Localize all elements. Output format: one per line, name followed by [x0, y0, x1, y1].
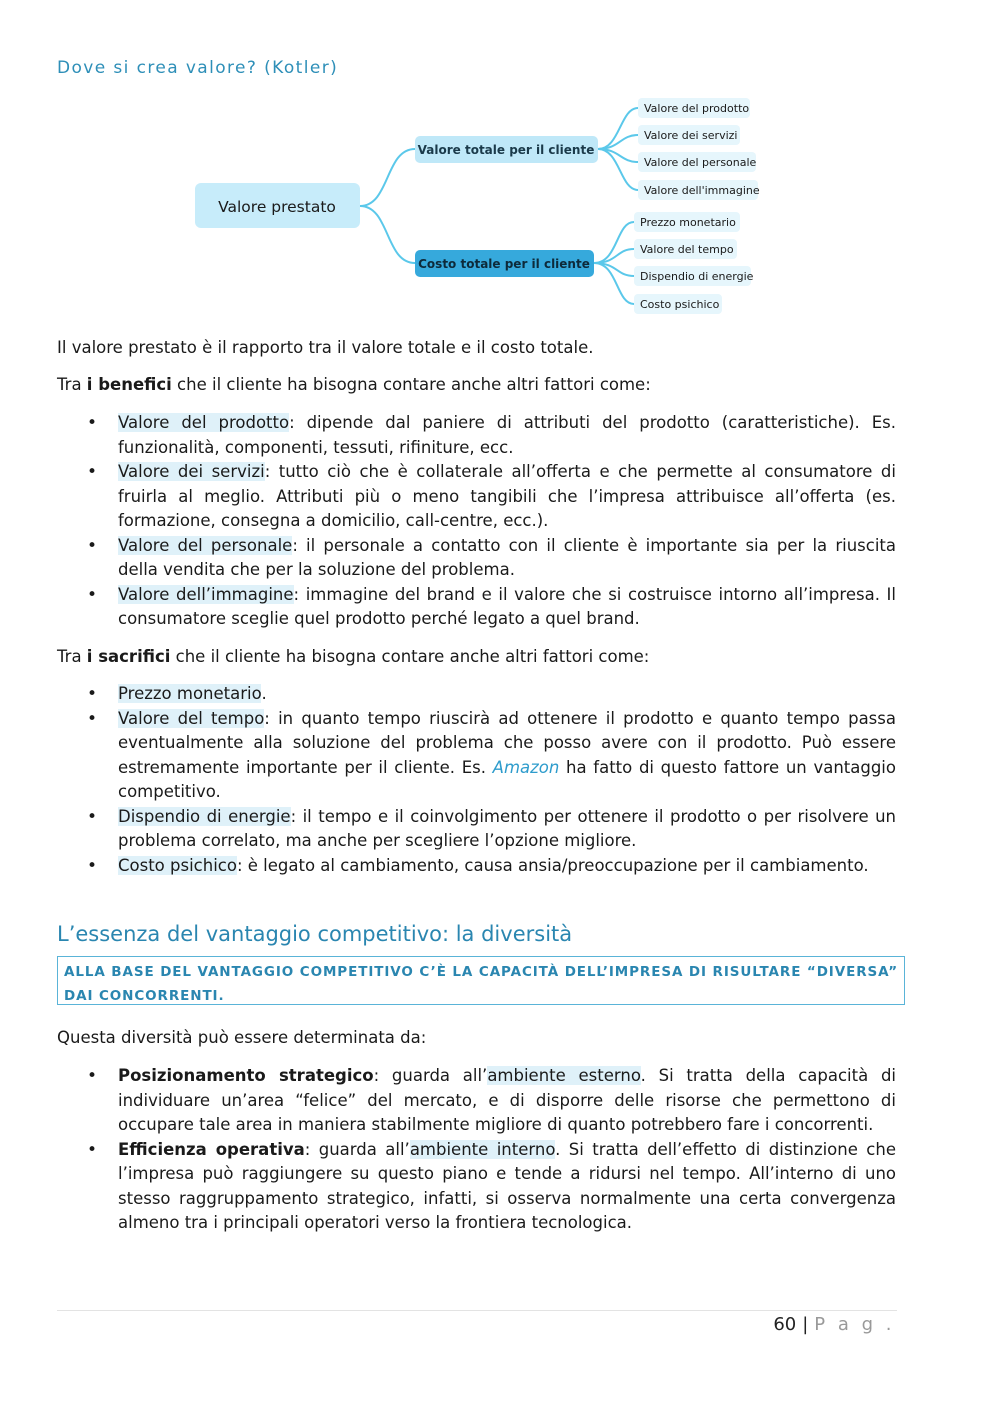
- mindmap-leaf: Valore dei servizi: [644, 129, 738, 142]
- paragraph-diversita-intro: Questa diversità può essere determinata da:: [57, 1028, 427, 1047]
- list-item-text: : immagine del brand e il valore che si costruisce intorno all’impresa. Il consumatore sceglie quel prodotto perché legato a quel brand.: [118, 584, 897, 628]
- highlight-term: Valore dell’immagine: [118, 584, 294, 604]
- bold-term: Posizionamento strategico: [118, 1066, 374, 1085]
- list-item: [0, 1064, 896, 1138]
- page-label: P a g .: [814, 1314, 895, 1335]
- mindmap-leaf: Valore del personale: [644, 156, 757, 169]
- highlight-term: Valore del prodotto: [118, 413, 290, 432]
- highlight-term: Dispendio di energie: [118, 806, 291, 826]
- list-item-text: : dipende dal paniere di attributi del prodotto (caratteristiche). Es. funzionalità, componenti, tessuti, rifiniture, ecc.: [118, 413, 896, 457]
- list-diversita: [0, 1064, 896, 1236]
- list-item: [0, 1138, 896, 1236]
- page-number: 60: [773, 1314, 797, 1335]
- list-item: [0, 583, 896, 632]
- highlight-term: ambiente interno: [409, 1139, 556, 1159]
- text-run: Tra: [57, 647, 87, 666]
- page-footer: [773, 1314, 895, 1335]
- highlight-term: Costo psichico: [118, 855, 237, 875]
- amazon-mention: Amazon: [492, 757, 560, 777]
- mindmap-root-label: Valore prestato: [218, 198, 336, 216]
- mindmap-leaf: Valore del prodotto: [644, 102, 750, 115]
- mindmap-leaf: Valore dell'immagine: [644, 184, 760, 197]
- mindmap-leaf: Costo psichico: [640, 298, 720, 311]
- mindmap-leaf: Valore del tempo: [640, 243, 734, 256]
- list-item: [0, 682, 896, 707]
- list-item-text: . Si tratta dell’effetto di distinzione che l’impresa può raggiungere su questo piano e tende a ridursi nel tempo. All’interno di uno stesso raggruppamento strategico, infatti, si osserva normalmente una certa convergenza almeno tra i principali operatori verso la frontiera tecnologica.: [118, 1139, 896, 1232]
- list-item-text: .: [261, 684, 267, 703]
- text-run: Tra: [57, 375, 87, 394]
- footer-separator: |: [802, 1314, 809, 1335]
- callout-text: ALLA BASE DEL VANTAGGIO COMPETITIVO C’È LA CAPACITÀ DELL’IMPRESA DI RISULTARE “DIVERSA” DAI CONCORRENTI.: [64, 964, 898, 1004]
- mindmap-branch-costo-totale: [415, 250, 594, 277]
- list-item-text: ha fatto di questo fattore un vantaggio competitivo.: [118, 757, 896, 801]
- text-run: che il cliente ha bisogna contare anche altri fattori come:: [171, 375, 651, 394]
- list-item: [0, 707, 896, 805]
- mindmap-branch-label: Valore totale per il cliente: [417, 143, 595, 157]
- list-item-text: : il tempo e il coinvolgimento per ottenere il prodotto o per risolvere un problema correlato, ma anche per scegliere l’opzione migliore.: [118, 806, 896, 850]
- highlight-term: Valore del personale: [118, 535, 293, 555]
- footer-divider: [57, 1310, 897, 1311]
- mindmap-branch-label: Costo totale per il cliente: [418, 257, 590, 271]
- section-heading-vantaggio: L’essenza del vantaggio competitivo: la diversità: [57, 922, 573, 946]
- paragraph-sacrifici-intro: [57, 645, 897, 670]
- highlight-term: Prezzo monetario: [118, 684, 262, 703]
- list-item: [0, 534, 896, 583]
- bold-term: i sacrifici: [86, 647, 171, 666]
- bold-term: i benefici: [86, 375, 172, 394]
- list-item-text: : in quanto tempo riuscirà ad ottenere il prodotto e quanto tempo passa eventualmente alla soluzione del problema che posso avere con il prodotto. Può essere estremamente importante per il cliente. Es.: [118, 708, 896, 777]
- mindmap-leaf: Prezzo monetario: [640, 216, 736, 229]
- highlight-term: ambiente esterno: [487, 1066, 641, 1085]
- mindmap-diagram: [190, 95, 770, 320]
- paragraph-valore-prestato: Il valore prestato è il rapporto tra il valore totale e il costo totale.: [57, 338, 594, 357]
- paragraph-benefici-intro: [57, 373, 897, 398]
- list-item-text: : tutto ciò che è collaterale all’offerta e che permette al consumatore di fruirla al meglio. Attributi più o meno tangibili che l’impresa attribuisce all’offerta (es. formazione, consegna a domicilio, call-centre, ecc.).: [118, 462, 896, 530]
- list-item: [0, 854, 896, 879]
- list-item-text: . Si tratta della capacità di individuare un’area “felice” del mercato, e di disporre delle risorse che permettono di occupare tale area in maniera stabilmente migliore di quanto potrebbero fare i concorrenti.: [118, 1066, 897, 1134]
- mindmap-leaf: Dispendio di energie: [640, 270, 754, 283]
- list-item-text: : guarda all’: [373, 1066, 488, 1085]
- mindmap-branch-valore-totale: [415, 136, 598, 163]
- list-item-text: : guarda all’: [304, 1139, 410, 1159]
- list-item: [0, 460, 896, 534]
- section-heading-kotler: Dove si crea valore? (Kotler): [57, 58, 339, 78]
- list-item: [0, 805, 896, 854]
- list-item-text: : il personale a contatto con il cliente è importante sia per la riuscita della vendita che per la soluzione del problema.: [118, 535, 896, 579]
- list-item-text: : è legato al cambiamento, causa ansia/preoccupazione per il cambiamento.: [236, 855, 869, 875]
- highlight-term: Valore dei servizi: [118, 462, 265, 481]
- text-run: che il cliente ha bisogna contare anche altri fattori come:: [170, 647, 650, 666]
- bold-term: Efficienza operativa: [118, 1139, 305, 1159]
- callout-box: [57, 956, 905, 1005]
- highlight-term: Valore del tempo: [118, 708, 265, 728]
- mindmap-root-node: [195, 183, 360, 228]
- list-item: [0, 411, 896, 460]
- list-benefici: [0, 411, 896, 632]
- list-sacrifici: [0, 682, 896, 878]
